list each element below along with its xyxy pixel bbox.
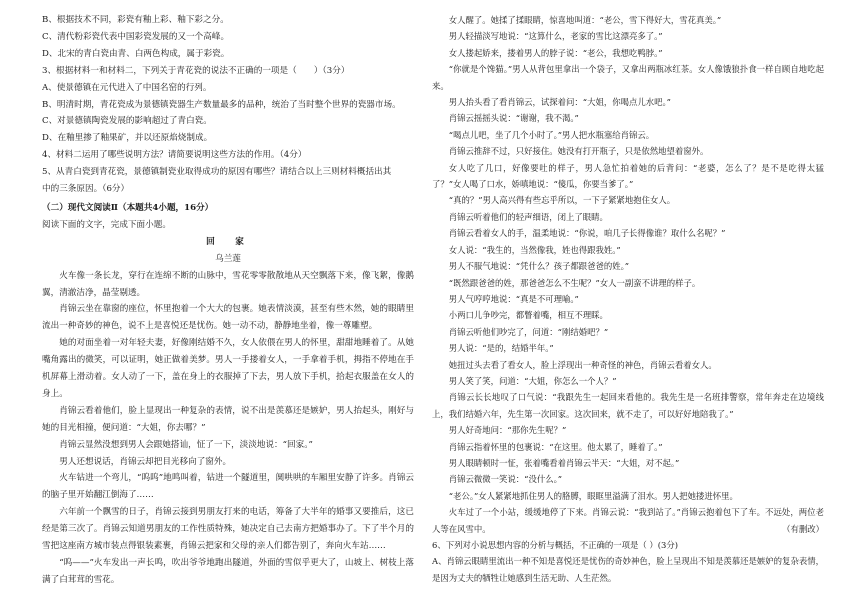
story-paragraph: 小两口儿争吵完，都瞥着嘴，相互不理睬。 — [448, 310, 608, 321]
question-6: 6、下列对小说思想内容的分析与概括，不正确的一项是（ ）(3分) — [432, 540, 678, 550]
question-line: A、使景德镇在元代进入了中国名窑的行列。 — [42, 82, 212, 93]
story-paragraph: 肖锦云推辞不过，只好接住。她没有打开瓶子，只是依然地望着窗外。 — [448, 146, 709, 157]
story-paragraph: 肖锦云看着他们，脸上显现出一种复杂的表情，说不出是羡慕还是嫉妒，男人抬起头，刚好与她的目光相撞，便问道：“大姐，你去哪？” — [42, 405, 414, 433]
story-paragraph: 肖锦云坐在靠窗的座位，怀里抱着一个大大的包裹。她表情淡漠，甚至有些木然，她的眼睛里流出一种奇妙的神色，说不上是喜悦还是忧伤。她一动不动，静静地坐着，像一尊雕塑。 — [42, 304, 414, 332]
story-paragraph: 肖锦云指着怀里的包裹说：“在这里。他太累了，睡着了。” — [448, 441, 663, 452]
question-line: B、明清时期，青花瓷成为景德镇瓷器生产数量最多的品种，统治了当时整个世界的瓷器市场。 — [42, 99, 401, 110]
story-paragraph: 男人气哼哼地说：“真是不可理喻。” — [448, 293, 579, 304]
instruction: 阅读下面的文字，完成下面小题。 — [42, 219, 171, 230]
story-paragraph: “你就是个馋猫。”男人从背包里拿出一个袋子，又拿出两瓶冰红茶。女人像饿狼扑食一样自顾自地吃起来。 — [432, 64, 824, 91]
story-paragraph: 男人好奇地问：“那你先生呢？” — [448, 425, 567, 436]
question-line: 4、材料二运用了哪些说明方法？请简要说明这些方法的作用。（4分） — [42, 150, 307, 161]
story-paragraph: 肖锦云摇摇头说：“谢谢，我不渴。” — [448, 113, 579, 124]
story-paragraph: 肖锦云听着他们的轻声细语，闭上了眼睛。 — [448, 211, 608, 222]
story-paragraph: 火车钻进一个弯儿，“呜呜”地鸣叫着，钻进一个隧道里，阒哄哄的车厢里安静了许多。肖锦云的脑子里开始翻江倒海了…… — [42, 473, 414, 501]
right-column — [432, 12, 824, 586]
question-6-option-a: A、肖锦云眼睛里流出一种不知是喜悦还是忧伤的奇妙神色，脸上呈现出不知是羡慕还是嫉妒的复杂表情，是因为丈夫的牺牲让她感到生活无助、人生茫然。 — [432, 556, 824, 583]
left-column — [42, 12, 414, 589]
story-paragraph: 肖锦云看着女人的手，温柔地说：“你说，咱几子长得像谁？取什么名呢？” — [448, 228, 726, 239]
story-paragraph: 女人醒了。她揉了揉眼睛，惊喜地叫道：“老公，雪下得好大，雪花真美。” — [448, 15, 722, 25]
story-paragraph: 女人说：“我生的，当然像我，姓也得跟我姓。” — [448, 244, 621, 255]
story-paragraph: 男人抬头看了看肖锦云，试探着问：“大姐，你喝点儿水吧。” — [448, 97, 671, 108]
question-line: D、在釉里掺了釉果矿，并以还原焰烧制成。 — [42, 133, 213, 144]
question-list — [42, 12, 414, 198]
story-paragraph: “喝点儿吧，坐了几个小时了。”男人把水瓶塞给肖锦云。 — [448, 129, 655, 140]
story-paragraph: 肖锦云长长地叹了口气说：“我跟先生一起回来看他的。我先生是一名班排警察，常年奔走在边境线上，我们结婚六年，先生第一次回家。这次回来，就不走了，可以好好地陪我了。” — [432, 392, 824, 419]
story-paragraph: 她的对面坐着一对年轻夫妻，好像刚结婚不久，女人依偎在男人的怀里，甜甜地睡着了。从她嘴角露出的微笑，可以证明，她正做着美梦。男人一手搂着女人，一手拿着手机，拇指不停地在手机屏幕上滑动着。女人动了一下，盖在身上的衣服掉了下去，男人放下手机，拾起衣服盖在女人的身上。 — [42, 338, 414, 399]
story-paragraph: 男人不服气地说：“凭什么？孩子都跟爸爸的姓。” — [448, 261, 630, 272]
story-paragraph: 男人还想说话，肖锦云却把目光移向了窗外。 — [59, 456, 232, 467]
source-note: （有删改） — [782, 523, 824, 534]
question-line: C、清代粉彩瓷代表中国彩瓷发展的又一个高峰。 — [42, 31, 230, 42]
story-paragraph: 肖锦云听他们吵完了，问道：“刚结婚吧？” — [448, 326, 609, 337]
story-paragraph: 男人说：“是的，结婚半年。” — [448, 343, 554, 354]
story-paragraph: 女人搂起娇来，搂着男人的脖子说：“老公，我想吃鸭脖。” — [448, 47, 663, 58]
story-paragraph: 她扭过头去看了看女人，脸上浮现出一种奇怪的神色，肖锦云看着女人。 — [448, 359, 717, 370]
story-paragraph: 肖锦云微微一笑说：“没什么。” — [448, 474, 563, 485]
story-ending — [432, 504, 824, 537]
story-paragraph: 男人眼睛顿时一怔，张着嘴看着肖锦云半天：“大姐，对不起。” — [448, 457, 680, 468]
story-paragraph: 六年前一个飘雪的日子，肖锦云接到男朋友打来的电话，筹备了大半年的婚事又要推后，这已经是第三次了。肖锦云知道男朋友的工作性质特殊，她决定自己去南方把婚事办了。下了半个月的雪把这座南方城市装点得银装素裹，肖锦云把家和父母的亲人们都告别了，奔向火车站…… — [42, 507, 414, 552]
story-paragraph: 男人轻描淡写地说：“这算什么，老家的雪比这漂亮多了。” — [448, 31, 663, 42]
story-body-left — [42, 268, 414, 589]
question-line: 5、从青白瓷到青花瓷，景德镇制瓷业取得成功的原因有哪些？请结合以上三则材料概括出其 — [42, 167, 392, 178]
story-paragraph: “老公。”女人紧紧地抓住男人的胳膊，眼眶里溢满了泪水。男人把她搂进怀里。 — [448, 490, 738, 501]
story-ending-text: 火车过了一个小站，缓缓地停了下来。肖锦云说：“我到站了。”肖锦云抱着包下了车。不远处，两位老人等在风雪中。 — [432, 507, 824, 534]
story-paragraph: “真的？”男人高兴得有些忘乎所以，一下子紧紧地抱住女人。 — [448, 195, 676, 206]
question-line: D、北宋的青白瓷由青、白两色构成，属于彩瓷。 — [42, 48, 230, 59]
story-paragraph: 火车像一条长龙，穿行在连绵不断的山脉中，雪花零零散散地从天空飘落下来，像飞絮，像鹅翼，清澈洁净，晶莹剔透。 — [42, 270, 414, 298]
story-paragraph: “呜——”火车发出一声长鸣，吹出爷爷地跑出隧道，外面的雪似乎更大了，山坡上、树枝上落满了白茸茸的雪花。 — [42, 558, 414, 585]
story-paragraph: “既然跟爸爸的姓，那爸爸怎么不生呢？”女人一副蛮不讲理的样子。 — [448, 277, 701, 288]
story-paragraph: 肖锦云显然没想到男人会跟她搭讪，怔了一下，淡淡地说：“回家。” — [59, 439, 313, 450]
question-line: 中的三条原因。（6分） — [42, 184, 130, 195]
section-title: （二）现代文阅读Ⅱ（本题共4小题，16分） — [42, 202, 214, 213]
question-line: C、对景德镇陶瓷发展的影响超过了青白瓷。 — [42, 116, 212, 127]
author: 乌兰莲 — [215, 253, 241, 264]
question-line: 3、根据材料一和材料二，下列关于青花瓷的说法不正确的一项是（ ）（3分） — [42, 65, 350, 76]
story-paragraph: 女人吃了几口，好像要吐的样子，男人急忙拍着她的后背问：“老婆，怎么了？是不是吃得太猛了？”女人喝了口水，娇嗔地说：“傻瓜，你要当爹了。” — [432, 162, 824, 190]
story-paragraph: 男人笑了笑，问道：“大姐，你怎么一个人？” — [448, 375, 617, 386]
story-title: 回 家 — [206, 236, 250, 247]
question-line: B、根据技术不同，彩瓷有釉上彩、釉下彩之分。 — [42, 15, 229, 25]
story-body-right — [432, 12, 824, 504]
